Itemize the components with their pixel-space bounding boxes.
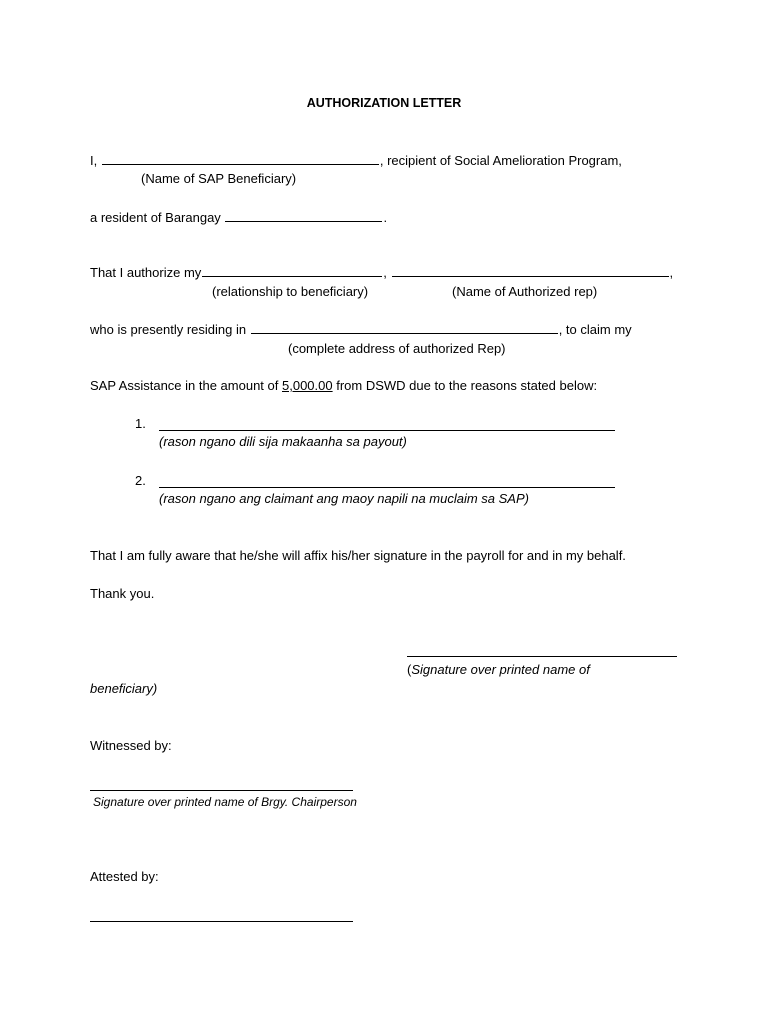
beneficiary-name-blank[interactable]: [102, 152, 379, 165]
chairperson-signature-line[interactable]: [90, 790, 353, 791]
amount-suffix: from DSWD due to the reasons stated below:: [336, 378, 598, 393]
attested-label: Attested by:: [90, 869, 159, 884]
signature-caption-text: Signature over printed name of: [411, 662, 590, 677]
attester-signature-line[interactable]: [90, 921, 353, 922]
chairperson-signature-caption: Signature over printed name of Brgy. Chairperson: [93, 795, 357, 809]
authorize-suffix: ,: [669, 265, 674, 280]
closing-thanks: Thank you.: [90, 586, 155, 601]
signature-caption-paren: (: [407, 662, 412, 677]
authorize-prefix: That I authorize my: [90, 265, 202, 280]
amount-prefix: SAP Assistance in the amount of: [90, 378, 279, 393]
residence-suffix: , to claim my: [558, 322, 632, 337]
amount-value: 5,000.00: [282, 378, 333, 393]
document-title: AUTHORIZATION LETTER: [306, 96, 462, 110]
authorized-rep-name-blank[interactable]: [392, 264, 669, 277]
address-caption: (complete address of authorized Rep): [288, 341, 506, 356]
beneficiary-prefix: I,: [90, 153, 98, 168]
reason-1-caption: (rason ngano dili sija makaanha sa payout): [159, 434, 407, 449]
reason-2-number: 2.: [135, 473, 146, 488]
authorize-separator: ,: [383, 265, 387, 280]
relationship-blank[interactable]: [202, 264, 382, 277]
reason-2-blank[interactable]: [159, 487, 615, 488]
barangay-suffix: .: [383, 210, 388, 225]
witnessed-label: Witnessed by:: [90, 738, 172, 753]
relationship-caption: (relationship to beneficiary): [212, 284, 369, 299]
authorized-rep-caption: (Name of Authorized rep): [452, 284, 598, 299]
barangay-line: [90, 209, 387, 226]
beneficiary-name-line: [90, 152, 622, 169]
beneficiary-signature-line[interactable]: [407, 656, 677, 657]
barangay-blank[interactable]: [225, 209, 382, 222]
signature-caption-continuation: beneficiary): [90, 681, 158, 696]
beneficiary-name-caption: (Name of SAP Beneficiary): [141, 171, 297, 186]
residence-line: [90, 321, 632, 338]
amount-line: [90, 378, 597, 394]
residence-prefix: who is presently residing in: [90, 322, 247, 337]
address-blank[interactable]: [251, 321, 558, 334]
awareness-statement: That I am fully aware that he/she will affix his/her signature in the payroll for and in my behalf.: [90, 548, 626, 563]
reason-1-blank[interactable]: [159, 430, 615, 431]
beneficiary-suffix: , recipient of Social Amelioration Program,: [379, 153, 622, 168]
reason-1-number: 1.: [135, 416, 146, 431]
reason-2-caption: (rason ngano ang claimant ang maoy napili na muclaim sa SAP): [159, 491, 529, 506]
authorize-line: [90, 264, 673, 281]
beneficiary-signature-caption: [407, 662, 590, 678]
barangay-prefix: a resident of Barangay: [90, 210, 221, 225]
